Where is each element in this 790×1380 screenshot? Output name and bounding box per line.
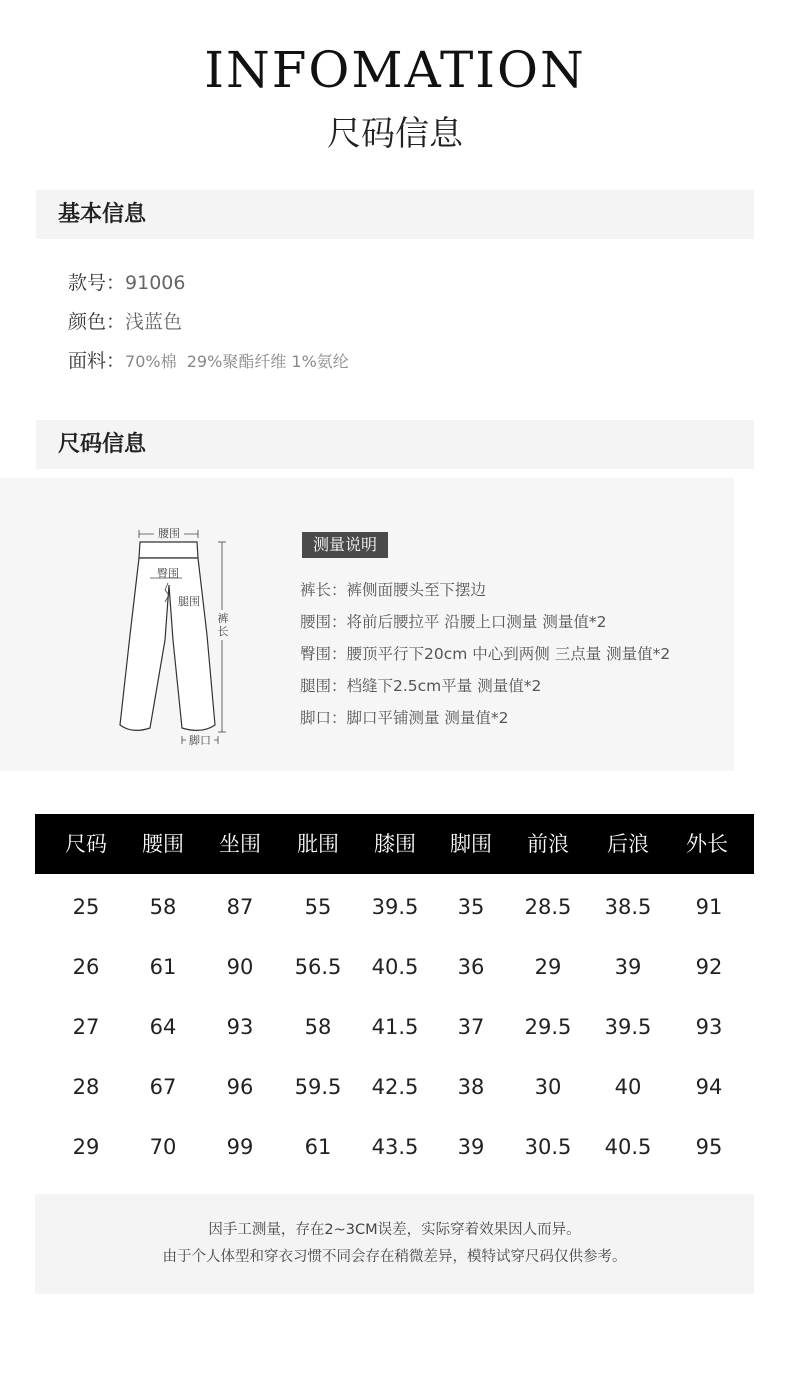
color-row	[68, 309, 182, 335]
cell-size: 25	[72, 895, 100, 919]
cell-outseam: 91	[695, 895, 723, 919]
header-hem: 脚围	[450, 832, 492, 856]
cell-waist: 64	[149, 1015, 177, 1039]
table-row	[35, 1012, 754, 1042]
measure-title-badge: 测量说明	[302, 532, 388, 558]
cell-waist: 70	[149, 1135, 177, 1159]
cell-back-rise: 40.5	[604, 1135, 652, 1159]
cell-waist: 61	[149, 955, 177, 979]
cell-front-rise: 30.5	[524, 1135, 572, 1159]
cell-seat: 96	[226, 1075, 254, 1099]
diagram-length-label-1: 裤	[217, 612, 229, 625]
cell-knee: 42.5	[371, 1075, 419, 1099]
cell-seat: 99	[226, 1135, 254, 1159]
measure-note-thigh: 腿围：档缝下2.5cm平量 测量值*2	[300, 677, 542, 695]
disclaimer-line-1: 因手工测量，存在2~3CM误差，实际穿着效果因人而异。	[208, 1222, 581, 1238]
cell-outseam: 93	[695, 1015, 723, 1039]
diagram-hem-label: 脚口	[189, 734, 211, 747]
cell-seat: 87	[226, 895, 254, 919]
cell-knee: 41.5	[371, 1015, 419, 1039]
page-title-cn: 尺码信息	[327, 114, 463, 154]
header-waist: 腰围	[142, 832, 184, 856]
cell-thigh: 59.5	[294, 1075, 342, 1099]
cell-front-rise: 28.5	[524, 895, 572, 919]
pants-waistband	[139, 542, 198, 558]
page-title-en: INFOMATION	[204, 41, 586, 99]
basic-info-header	[36, 190, 754, 239]
cell-waist: 58	[149, 895, 177, 919]
header-front-rise: 前浪	[527, 832, 569, 856]
table-row	[35, 1072, 754, 1102]
cell-outseam: 92	[695, 955, 723, 979]
size-table-header	[35, 814, 754, 874]
cell-thigh: 56.5	[294, 955, 342, 979]
diagram-hip-label: 臀围	[157, 567, 179, 580]
color-value: 浅蓝色	[125, 311, 183, 333]
cell-outseam: 95	[695, 1135, 723, 1159]
cell-front-rise: 30	[534, 1075, 562, 1099]
table-row	[35, 892, 754, 922]
header-size: 尺码	[65, 832, 107, 856]
cell-back-rise: 40	[614, 1075, 642, 1099]
header-outseam: 外长	[686, 832, 728, 856]
style-number-label: 款号：	[68, 272, 126, 294]
cell-size: 29	[72, 1135, 100, 1159]
diagram-waist-label: 腰围	[158, 527, 180, 540]
cell-hem: 39	[457, 1135, 485, 1159]
size-info-title: 尺码信息	[58, 432, 147, 457]
cell-seat: 90	[226, 955, 254, 979]
cell-knee: 40.5	[371, 955, 419, 979]
header-thigh: 肶围	[297, 832, 339, 856]
cell-waist: 67	[149, 1075, 177, 1099]
cell-seat: 93	[226, 1015, 254, 1039]
table-row	[35, 952, 754, 982]
cell-size: 26	[72, 955, 100, 979]
style-number-row	[68, 270, 185, 296]
fabric-row	[68, 348, 349, 375]
style-number-value: 91006	[125, 272, 186, 294]
fabric-value: 70%棉 29%聚酯纤维 1%氨纶	[125, 352, 349, 371]
cell-thigh: 55	[304, 895, 332, 919]
cell-thigh: 61	[304, 1135, 332, 1159]
fabric-label: 面料：	[68, 350, 126, 372]
cell-hem: 38	[457, 1075, 485, 1099]
cell-outseam: 94	[695, 1075, 723, 1099]
measure-note-hip: 臀围：腰顶平行下20cm 中心到两侧 三点量 测量值*2	[300, 645, 671, 663]
header-knee: 膝围	[374, 832, 416, 856]
diagram-length-label-2: 长	[217, 625, 229, 638]
cell-size: 28	[72, 1075, 100, 1099]
measure-note-hem: 脚口：脚口平铺测量 测量值*2	[300, 709, 509, 727]
disclaimer-line-2: 由于个人体型和穿衣习惯不同会存在稍微差异，模特试穿尺码仅供参考。	[162, 1249, 627, 1265]
cell-back-rise: 38.5	[604, 895, 652, 919]
measure-note-waist: 腰围：将前后腰拉平 沿腰上口测量 测量值*2	[300, 613, 607, 631]
size-info-header	[36, 420, 754, 469]
measure-note-length: 裤长：裤侧面腰头至下摆边	[300, 581, 487, 599]
cell-size: 27	[72, 1015, 100, 1039]
basic-info-title: 基本信息	[58, 202, 147, 227]
diagram-thigh-label: 腿围	[178, 595, 200, 608]
cell-front-rise: 29.5	[524, 1015, 572, 1039]
disclaimer-box	[35, 1194, 754, 1294]
cell-hem: 35	[457, 895, 485, 919]
cell-hem: 37	[457, 1015, 485, 1039]
cell-back-rise: 39.5	[604, 1015, 652, 1039]
pants-diagram	[110, 520, 245, 755]
color-label: 颜色：	[68, 311, 126, 333]
cell-thigh: 58	[304, 1015, 332, 1039]
cell-hem: 36	[457, 955, 485, 979]
header-back-rise: 后浪	[607, 832, 649, 856]
header-seat: 坐围	[219, 832, 261, 856]
table-row	[35, 1132, 754, 1162]
cell-knee: 43.5	[371, 1135, 419, 1159]
cell-back-rise: 39	[614, 955, 642, 979]
cell-knee: 39.5	[371, 895, 419, 919]
cell-front-rise: 29	[534, 955, 562, 979]
